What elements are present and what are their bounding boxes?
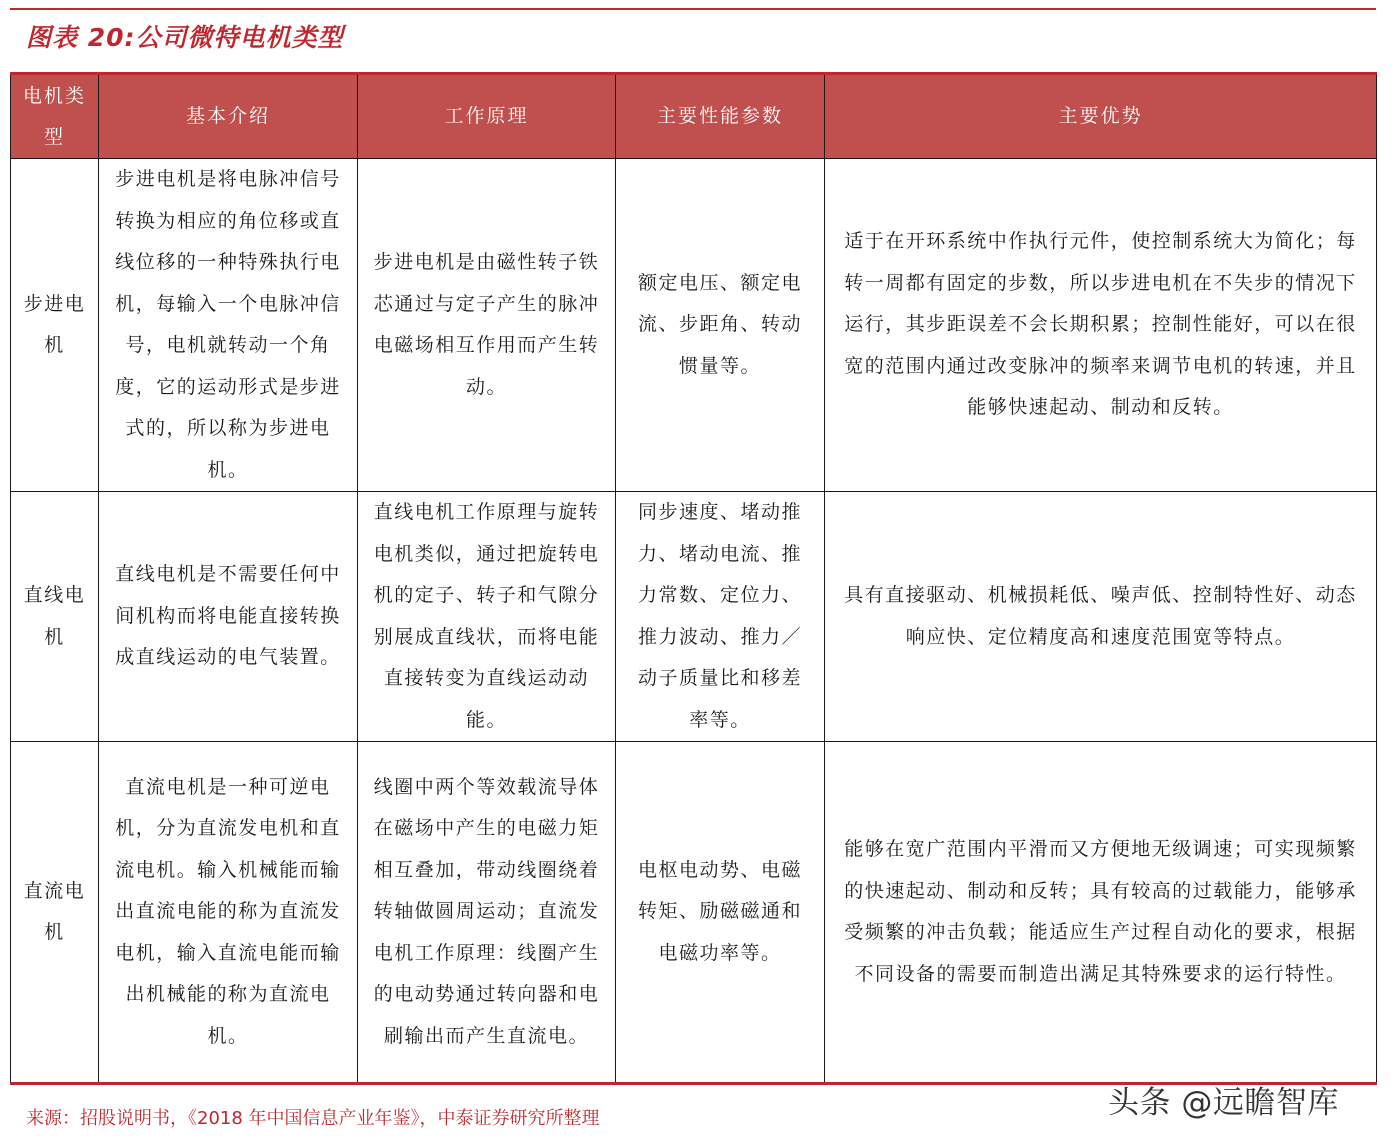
table-row bbox=[11, 492, 1377, 742]
cell-motor-type: 直线电机 bbox=[11, 492, 99, 742]
cell-motor-type: 步进电机 bbox=[11, 159, 99, 492]
header-principle: 工作原理 bbox=[358, 74, 616, 159]
cell-principle: 步进电机是由磁性转子铁芯通过与定子产生的脉冲电磁场相互作用而产生转动。 bbox=[358, 159, 616, 492]
figure-title: 图表 20:公司微特电机类型 bbox=[26, 23, 344, 52]
watermark: 头条 @远瞻智库 bbox=[1108, 1085, 1339, 1121]
cell-params: 同步速度、堵动推力、堵动电流、推力常数、定位力、推力波动、推力／动子质量比和移差率等。 bbox=[616, 492, 825, 742]
cell-intro: 直线电机是不需要任何中间机构而将电能直接转换成直线运动的电气装置。 bbox=[99, 492, 358, 742]
top-rule bbox=[10, 8, 1376, 10]
cell-intro: 直流电机是一种可逆电机，分为直流发电机和直流电机。输入机械能而输出直流电能的称为直流发电机，输入直流电能而输出机械能的称为直流电机。 bbox=[99, 742, 358, 1084]
header-advantages: 主要优势 bbox=[825, 74, 1377, 159]
cell-motor-type: 直流电机 bbox=[11, 742, 99, 1084]
cell-advantages: 能够在宽广范围内平滑而又方便地无级调速；可实现频繁的快速起动、制动和反转；具有较高的过载能力，能够承受频繁的冲击负载；能适应生产过程自动化的要求，根据不同设备的需要而制造出满足其特殊要求的运行特性。 bbox=[825, 742, 1377, 1084]
header-params: 主要性能参数 bbox=[616, 74, 825, 159]
cell-intro: 步进电机是将电脉冲信号转换为相应的角位移或直线位移的一种特殊执行电机，每输入一个电脉冲信号，电机就转动一个角度，它的运动形式是步进式的，所以称为步进电机。 bbox=[99, 159, 358, 492]
cell-principle: 线圈中两个等效载流导体在磁场中产生的电磁力矩相互叠加，带动线圈绕着转轴做圆周运动；直流发电机工作原理：线圈产生的电动势通过转向器和电刷输出而产生直流电。 bbox=[358, 742, 616, 1084]
table-row bbox=[11, 742, 1377, 1084]
table-header-row bbox=[11, 74, 1377, 159]
cell-principle: 直线电机工作原理与旋转电机类似，通过把旋转电机的定子、转子和气隙分别展成直线状，而将电能直接转变为直线运动动能。 bbox=[358, 492, 616, 742]
table-row bbox=[11, 159, 1377, 492]
header-intro: 基本介绍 bbox=[99, 74, 358, 159]
header-motor-type: 电机类型 bbox=[11, 74, 99, 159]
motor-types-table bbox=[10, 72, 1377, 1085]
cell-advantages: 适于在开环系统中作执行元件，使控制系统大为简化；每转一周都有固定的步数，所以步进电机在不失步的情况下运行，其步距误差不会长期积累；控制性能好，可以在很宽的范围内通过改变脉冲的频率来调节电机的转速，并且能够快速起动、制动和反转。 bbox=[825, 159, 1377, 492]
cell-params: 额定电压、额定电流、步距角、转动惯量等。 bbox=[616, 159, 825, 492]
cell-advantages: 具有直接驱动、机械损耗低、噪声低、控制特性好、动态响应快、定位精度高和速度范围宽等特点。 bbox=[825, 492, 1377, 742]
cell-params: 电枢电动势、电磁转矩、励磁磁通和电磁功率等。 bbox=[616, 742, 825, 1084]
source-note: 来源：招股说明书，《2018 年中国信息产业年鉴》，中泰证券研究所整理 bbox=[26, 1108, 600, 1129]
